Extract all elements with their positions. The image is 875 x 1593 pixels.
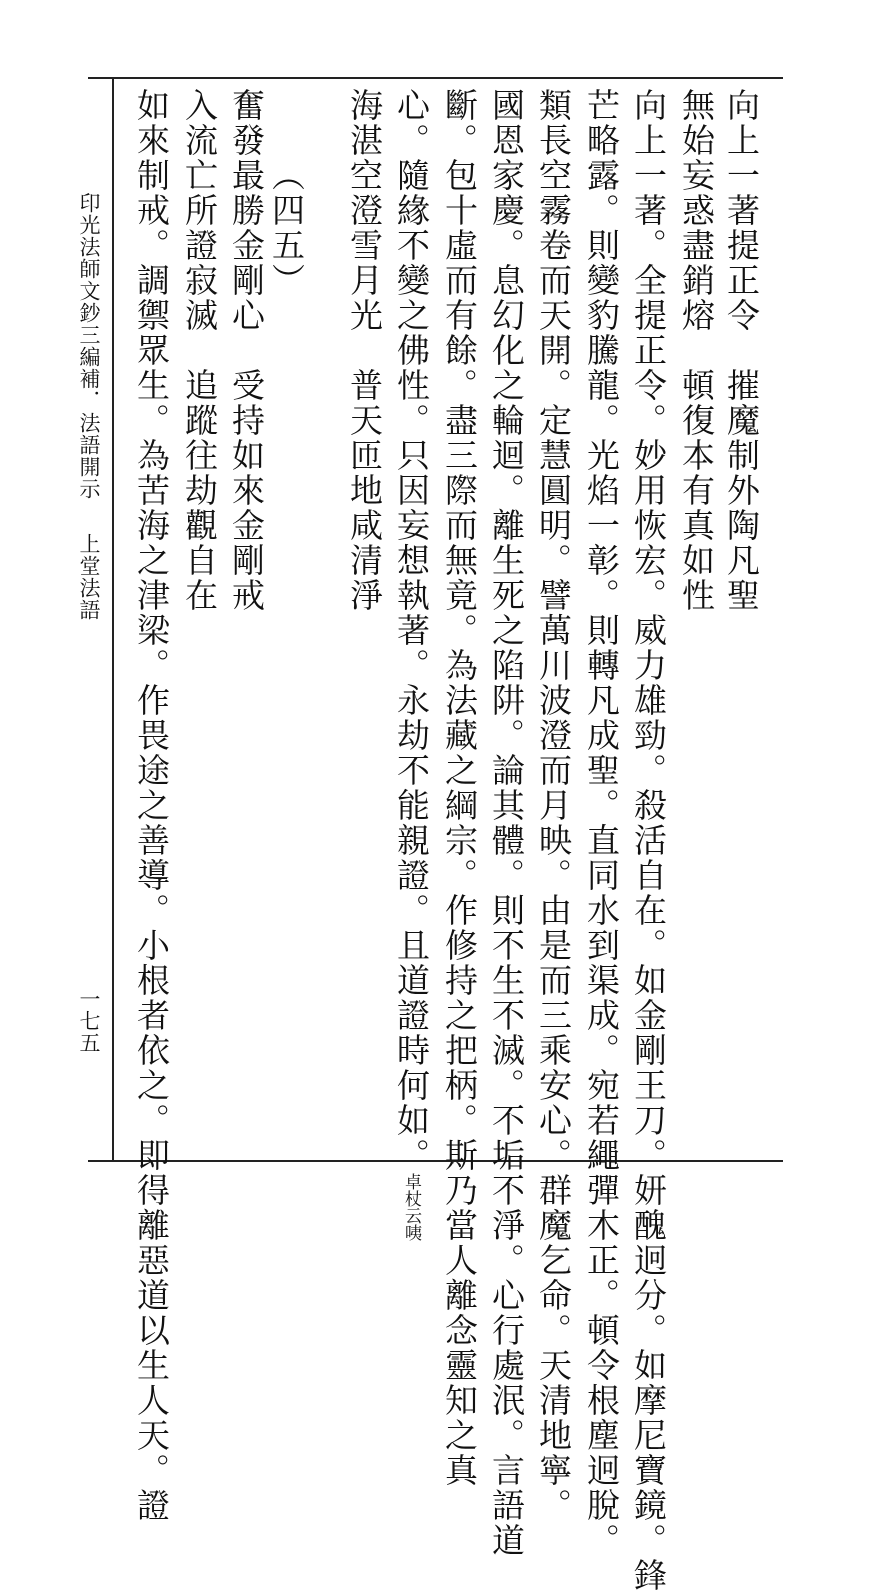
running-head-section: 上堂法語 xyxy=(77,533,101,621)
prose-text: 心。隨緣不變之佛性。只因妄想執著。永劫不能親證。且道證時何如。 xyxy=(392,88,431,1173)
verse-line: 無始妄惑盡銷熔 頓復本有真如性 xyxy=(677,88,716,613)
section-number: （四五） xyxy=(267,158,306,298)
verse-line: 入流亡所證寂滅 追蹤往劫觀自在 xyxy=(180,88,219,613)
top-rule xyxy=(88,77,783,79)
prose-column: 類長空霧卷而天開。定慧圓明。譬萬川波澄而月映。由是而三乘安心。群魔乞命。天清地寧。 xyxy=(534,88,573,1523)
prose-column: 向上一著。全提正令。妙用恢宏。威力雄勁。殺活自在。如金剛王刀。妍醜迥分。如摩尼寶鏡。鋒 xyxy=(629,88,668,1593)
verse-line: 奮發最勝金剛心 受持如來金剛戒 xyxy=(227,88,266,613)
interlinear-note: 卓杖云咦 xyxy=(401,1173,421,1241)
prose-column: 斷。包十虛而有餘。盡三際而無竟。為法藏之綱宗。作修持之把柄。斯乃當人離念靈知之真 xyxy=(440,88,479,1488)
margin-rule xyxy=(112,77,114,1160)
bottom-rule xyxy=(88,1160,783,1162)
prose-column: 國恩家慶。息幻化之輪迴。離生死之陷阱。論其體。則不生不滅。不垢不淨。心行處泯。言語道 xyxy=(487,88,526,1558)
prose-column: 芒略露。則變豹騰龍。光焰一彰。則轉凡成聖。直同水到渠成。宛若繩彈木正。頓令根塵迥脫。 xyxy=(582,88,621,1558)
prose-column: 如來制戒。調禦眾生。為苦海之津梁。作畏途之善導。小根者依之。即得離惡道以生人天。證 xyxy=(132,88,171,1523)
prose-column xyxy=(392,88,431,1241)
verse-line: 海湛空澄雪月光 普天匝地咸清淨 xyxy=(345,88,384,613)
page-number: 一七五 xyxy=(77,988,101,1054)
running-head-title: 印光法師文鈔三編補．法語開示 xyxy=(77,192,101,500)
verse-line: 向上一著提正令 摧魔制外陶凡聖 xyxy=(722,88,761,613)
